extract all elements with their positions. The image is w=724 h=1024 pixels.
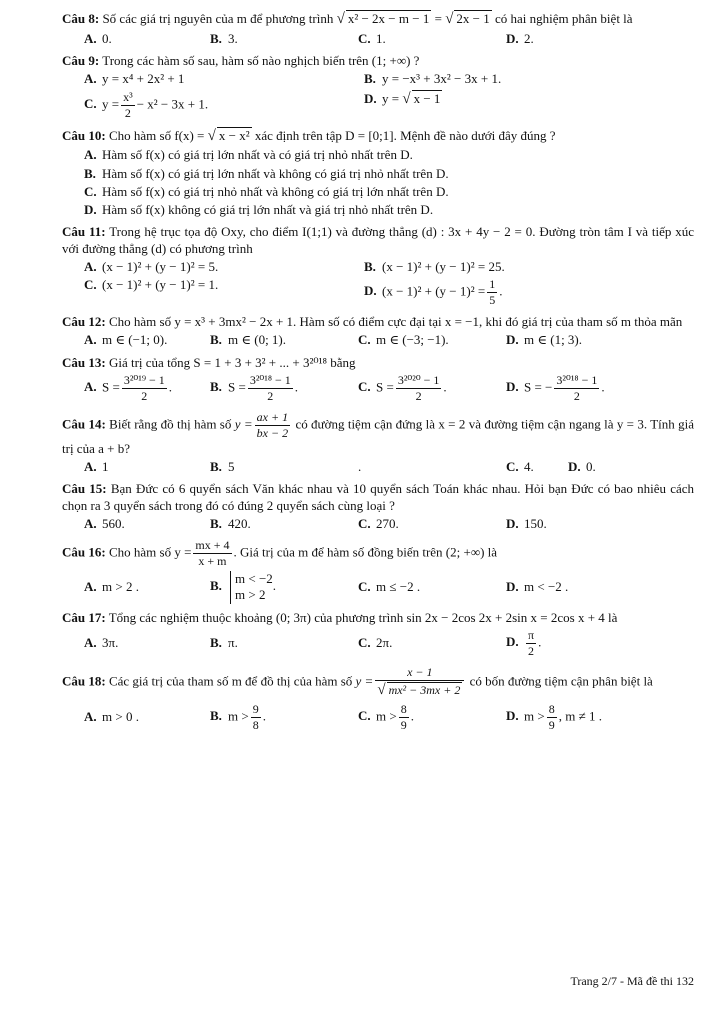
option-c[interactable]: [358, 635, 506, 651]
option-a[interactable]: [62, 459, 210, 475]
question-stem: [62, 224, 694, 257]
option-text: m < −2 .: [524, 579, 569, 595]
option-text: .: [601, 379, 605, 395]
option-d[interactable]: [506, 702, 654, 733]
option-a[interactable]: [62, 31, 210, 47]
stem-text: Cho hàm số f(x) =: [108, 127, 205, 143]
option-label: A.: [84, 708, 97, 724]
stem-text: Cho hàm số y =: [108, 544, 192, 560]
numerator: 3²⁰¹⁹ − 1: [123, 372, 165, 387]
option-text: 560.: [102, 515, 125, 531]
option-b[interactable]: [210, 332, 358, 348]
stem-text: . Giá trị của m để hàm số đồng biến trên (2; +∞) là: [233, 544, 498, 560]
option-text: .: [499, 283, 503, 299]
option-text: 2π.: [376, 635, 393, 651]
fraction: [547, 702, 557, 733]
fraction: [399, 702, 409, 733]
option-a[interactable]: [62, 635, 210, 651]
question-stem: [62, 127, 694, 146]
option-label: B.: [210, 635, 222, 651]
option-label: C.: [506, 459, 519, 474]
option-a[interactable]: [84, 147, 694, 163]
numerator: 8: [400, 701, 407, 716]
option-label: A.: [84, 515, 97, 531]
option-label: C.: [358, 379, 371, 395]
denominator: 2: [267, 388, 274, 403]
option-label: D.: [506, 515, 519, 531]
question-label: Câu 9:: [62, 53, 100, 68]
denominator: 2: [573, 388, 580, 403]
options-row: [62, 516, 694, 532]
question-12: [62, 314, 694, 349]
option-text: Hàm số f(x) có giá trị lớn nhất và có giá trị nhỏ nhất trên D.: [102, 147, 413, 163]
option-a[interactable]: [62, 373, 210, 404]
option-text: .: [272, 578, 277, 594]
stem-text: Cho hàm số y = x³ + 3mx² − 2x + 1. Hàm số có điểm cực đại tại x = −1, khi đó giá trị của tham số m thỏa mãn: [108, 314, 683, 329]
option-text: y = −x³ + 3x² − 3x + 1.: [382, 71, 502, 87]
option-label: D.: [568, 459, 581, 474]
question-stem: [62, 481, 694, 514]
question-13: [62, 355, 694, 404]
option-label: C.: [358, 515, 371, 531]
option-b[interactable]: [210, 571, 358, 604]
option-text: .: [294, 379, 299, 395]
stem-text: Các giá trị của tham số m để đồ thị của hàm số: [108, 673, 353, 689]
option-label: B.: [210, 379, 222, 395]
numerator: mx + 4: [195, 538, 230, 552]
radical-icon: √: [402, 90, 411, 107]
option-text: 4.: [524, 459, 534, 474]
denominator: 2: [124, 105, 131, 120]
option-label: A.: [84, 147, 97, 163]
option-label: B.: [210, 332, 222, 348]
question-label: Câu 17:: [62, 609, 106, 625]
option-text: (x − 1)² + (y − 1)² = 5.: [102, 258, 219, 274]
option-text: 1: [102, 459, 109, 474]
option-text: y = x⁴ + 2x² + 1: [102, 71, 185, 87]
question-stem: [62, 610, 694, 626]
fraction: [554, 373, 599, 404]
option-label: C.: [358, 30, 371, 46]
option-label: A.: [84, 635, 97, 651]
fraction: [121, 90, 135, 121]
question-17: [62, 610, 694, 659]
question-10: [62, 127, 694, 219]
option-d[interactable]: [506, 628, 654, 659]
option-text: y =: [102, 95, 120, 111]
option-label: A.: [84, 459, 97, 474]
question-stem: [62, 538, 694, 569]
question-stem: [62, 410, 694, 457]
fraction: [248, 373, 293, 404]
option-a[interactable]: [62, 332, 210, 348]
fraction: [251, 702, 261, 733]
option-text: m ∈ (−1; 0).: [102, 332, 168, 348]
question-18: [62, 665, 694, 733]
option-text: m >: [228, 707, 249, 723]
denominator: [375, 681, 464, 700]
stem-text: Biết rằng đồ thị hàm số: [109, 416, 232, 432]
option-label: C.: [358, 332, 371, 348]
question-label: Câu 12:: [62, 314, 106, 329]
option-b[interactable]: [210, 702, 358, 733]
option-label: B.: [210, 30, 222, 46]
stem-text: Bạn Đức có 6 quyển sách Văn khác nhau và 10 quyển sách Toán khác nhau. Hỏi bạn Đức có bao nhiêu cách chọn ra 3 quyển sách trong đó có đúng 2 quyển sách cùng loại ?: [62, 481, 695, 513]
fraction: [526, 628, 536, 659]
option-text: m ≤ −2 .: [376, 579, 421, 595]
question-15: [62, 481, 694, 532]
radical-icon: √: [445, 11, 454, 27]
equals-sign: =: [434, 11, 442, 26]
options-row: [62, 31, 694, 47]
option-b[interactable]: [210, 516, 358, 532]
numerator: π: [528, 627, 535, 642]
denominator: 9: [400, 717, 407, 732]
stem-text: Trong hệ trục tọa độ Oxy, cho điểm I(1;1) và đường thẳng (d) : 3x + 4y − 2 = 0. Đường tròn tâm I và tiếp xúc với đường thẳng (d) có phương trình: [62, 224, 694, 256]
option-text: S = −: [524, 379, 553, 395]
question-9: [62, 53, 694, 121]
option-b[interactable]: [210, 635, 358, 651]
options-row: [62, 571, 694, 604]
option-text: .: [168, 379, 173, 395]
numerator: 3²⁰¹⁸ − 1: [249, 372, 291, 387]
options-row: [62, 332, 694, 348]
question-stem: [62, 53, 694, 69]
fraction: [396, 373, 442, 404]
option-label: D.: [506, 30, 519, 46]
question-stem: [62, 355, 694, 371]
option-label: C.: [358, 635, 371, 651]
radical-icon: √: [207, 127, 216, 144]
option-label: B.: [84, 165, 96, 181]
case-line: m > 2: [235, 587, 266, 603]
option-d[interactable]: [506, 516, 654, 532]
stem-text: có bốn đường tiệm cận phân biệt là: [469, 673, 653, 689]
option-text: .: [358, 459, 362, 474]
option-text: m > 2 .: [102, 579, 139, 595]
option-d[interactable]: [84, 202, 694, 218]
option-c[interactable]: [506, 459, 568, 475]
option-label: C.: [84, 95, 97, 111]
option-stray-dot: [358, 459, 506, 475]
option-label: C.: [84, 277, 97, 292]
option-c[interactable]: [358, 373, 506, 404]
option-label: A.: [84, 579, 97, 595]
option-d[interactable]: [506, 579, 654, 595]
fraction: [255, 410, 290, 441]
option-text: 270.: [376, 515, 399, 531]
numerator: 3²⁰²⁰ − 1: [397, 372, 440, 387]
option-label: B.: [210, 707, 222, 723]
denominator: 2: [528, 643, 535, 658]
option-c[interactable]: [84, 184, 694, 200]
option-d[interactable]: [364, 277, 666, 308]
options-row: [62, 459, 694, 475]
fraction: [375, 665, 464, 700]
question-label: Câu 15:: [62, 481, 107, 497]
numerator: 3²⁰¹⁸ − 1: [556, 372, 598, 387]
page-footer: Trang 2/7 - Mã đề thi 132: [570, 974, 694, 988]
option-text: 5: [228, 459, 235, 474]
options-row: [62, 259, 694, 275]
numerator: x³: [123, 89, 133, 104]
option-b[interactable]: [364, 259, 666, 275]
option-a[interactable]: [62, 259, 364, 275]
numerator: 9: [252, 701, 259, 716]
option-label: C.: [358, 579, 371, 595]
radicand: x² − 2x − m − 1: [347, 11, 430, 26]
question-14: [62, 410, 694, 476]
stem-text: Số các giá trị nguyên của m để phương trình: [102, 11, 334, 26]
option-label: B.: [210, 578, 222, 594]
option-label: C.: [358, 707, 371, 723]
option-text: 3.: [228, 30, 238, 46]
option-d[interactable]: [506, 373, 654, 404]
option-label: A.: [84, 258, 97, 274]
option-a[interactable]: [62, 516, 210, 532]
stem-text: xác định trên tập D = [0;1]. Mệnh đề nào dưới đây đúng ?: [254, 127, 556, 143]
option-text: π.: [228, 635, 238, 651]
option-text: (x − 1)² + (y − 1)² = 1.: [102, 277, 219, 292]
question-stem: [62, 665, 694, 700]
option-c[interactable]: [358, 579, 506, 595]
option-c[interactable]: [62, 90, 364, 121]
option-label: D.: [84, 202, 97, 217]
option-label: D.: [506, 634, 519, 650]
option-text: y =: [382, 90, 400, 106]
option-text: 1.: [376, 30, 386, 46]
option-text: − x² − 3x + 1.: [136, 95, 209, 111]
option-label: A.: [84, 71, 97, 87]
option-label: A.: [84, 30, 97, 46]
fraction: [122, 373, 167, 404]
option-a[interactable]: [62, 579, 210, 595]
option-text: .: [262, 707, 266, 723]
option-text: 150.: [524, 515, 547, 531]
question-label: Câu 13:: [62, 354, 106, 370]
option-c[interactable]: [62, 277, 364, 308]
radicand: 2x − 1: [456, 11, 490, 26]
stem-text: Giá trị của tổng S = 1 + 3 + 3² + ... + 3²⁰¹⁸ bằng: [108, 354, 356, 370]
radical-icon: √: [377, 681, 386, 698]
option-text: m ∈ (0; 1).: [228, 332, 287, 348]
option-b[interactable]: [210, 373, 358, 404]
option-text: 420.: [228, 515, 251, 531]
option-label: D.: [364, 283, 377, 299]
numerator: 1: [489, 277, 496, 291]
option-label: D.: [364, 90, 377, 106]
denominator: 5: [489, 293, 496, 307]
case-bracket: [230, 571, 273, 604]
option-text: m >: [376, 707, 397, 723]
stem-text: có hai nghiệm phân biệt là: [495, 11, 633, 26]
numerator: x − 1: [375, 665, 464, 681]
question-11: [62, 224, 694, 308]
numerator: ax + 1: [256, 409, 289, 424]
option-label: D.: [506, 332, 519, 348]
question-16: [62, 538, 694, 604]
option-label: B.: [364, 71, 376, 87]
options-row: [62, 277, 694, 308]
denominator: 2: [415, 388, 422, 403]
option-c[interactable]: [358, 702, 506, 733]
stem-text: có đường tiệm cận đứng là x = 2 và đường tiệm cận ngang là y = 3. Tính giá trị của a + b?: [62, 416, 695, 456]
case-line: m < −2: [235, 571, 273, 586]
stem-text: Trong các hàm số sau, hàm số nào nghịch biến trên (1; +∞) ?: [102, 53, 420, 68]
question-label: Câu 8:: [62, 11, 100, 26]
question-stem: [62, 314, 694, 330]
options-row: [62, 71, 694, 87]
option-label: A.: [84, 332, 97, 348]
question-label: Câu 18:: [62, 673, 106, 689]
option-text: m >: [524, 707, 545, 723]
options-row: [62, 628, 694, 659]
option-d[interactable]: [506, 31, 654, 47]
option-d[interactable]: [364, 90, 666, 121]
option-text: S =: [376, 379, 394, 395]
option-text: , m ≠ 1 .: [558, 707, 602, 723]
question-8: [62, 10, 694, 47]
radicand: x − x²: [218, 127, 250, 143]
question-label: Câu 14:: [62, 416, 106, 432]
numerator: 8: [548, 701, 555, 716]
option-a[interactable]: [62, 71, 364, 87]
option-label: B.: [210, 459, 222, 474]
denominator: bx − 2: [256, 425, 289, 440]
option-c[interactable]: [358, 332, 506, 348]
option-label: D.: [506, 707, 519, 723]
formula-text: y =: [355, 673, 374, 689]
option-d[interactable]: [506, 332, 654, 348]
fraction: [193, 538, 231, 569]
stem-text: Tổng các nghiệm thuộc khoảng (0; 3π) của phương trình sin 2x − 2cos 2x + 2sin x = 2cos x + 4 là: [108, 609, 618, 625]
option-text: (x − 1)² + (y − 1)² = 25.: [382, 258, 505, 274]
option-a[interactable]: [62, 709, 210, 725]
option-text: 0.: [102, 30, 112, 46]
option-b[interactable]: [84, 166, 694, 182]
option-label: B.: [364, 258, 376, 274]
option-text: .: [410, 707, 414, 723]
denominator: x + m: [198, 554, 227, 568]
question-label: Câu 10:: [62, 127, 106, 143]
option-text: 0.: [586, 459, 596, 474]
fraction: [487, 277, 497, 308]
option-text: .: [538, 634, 542, 650]
option-text: .: [443, 379, 447, 395]
option-label: D.: [506, 379, 519, 395]
option-text: (x − 1)² + (y − 1)² =: [382, 283, 486, 299]
option-text: Hàm số f(x) không có giá trị lớn nhất và giá trị nhỏ nhất trên D.: [102, 202, 434, 217]
question-label: Câu 11:: [62, 224, 106, 240]
option-text: m ∈ (1; 3).: [524, 332, 583, 348]
options-row: [62, 90, 694, 121]
options-row: [62, 702, 694, 733]
radical-icon: √: [336, 11, 345, 27]
formula-text: y =: [234, 416, 253, 432]
question-label: Câu 16:: [62, 544, 106, 560]
option-text: S =: [228, 379, 246, 395]
denominator: 2: [141, 388, 148, 403]
option-text: Hàm số f(x) có giá trị nhỏ nhất và không có giá trị lớn nhất trên D.: [102, 183, 449, 199]
option-b[interactable]: [210, 459, 358, 475]
question-stem: [62, 10, 694, 29]
option-text: 2.: [524, 30, 534, 46]
option-label: A.: [84, 379, 97, 395]
radicand: mx² − 3mx + 2: [388, 682, 461, 697]
radicand: x − 1: [413, 90, 441, 106]
option-c[interactable]: [358, 31, 506, 47]
option-text: 3π.: [102, 635, 119, 651]
option-label: B.: [210, 515, 222, 531]
option-text: m ∈ (−3; −1).: [376, 332, 449, 348]
option-label: D.: [506, 579, 519, 595]
options-row: [62, 373, 694, 404]
denominator: 9: [548, 717, 555, 732]
option-b[interactable]: [210, 31, 358, 47]
denominator: 8: [252, 717, 259, 732]
option-label: C.: [84, 183, 97, 199]
option-c[interactable]: [358, 516, 506, 532]
option-b[interactable]: [364, 71, 666, 87]
option-text: Hàm số f(x) có giá trị lớn nhất và không có giá trị nhỏ nhất trên D.: [102, 165, 449, 181]
option-text: S =: [102, 379, 120, 395]
option-text: m > 0 .: [102, 708, 139, 724]
option-d[interactable]: [568, 459, 628, 475]
